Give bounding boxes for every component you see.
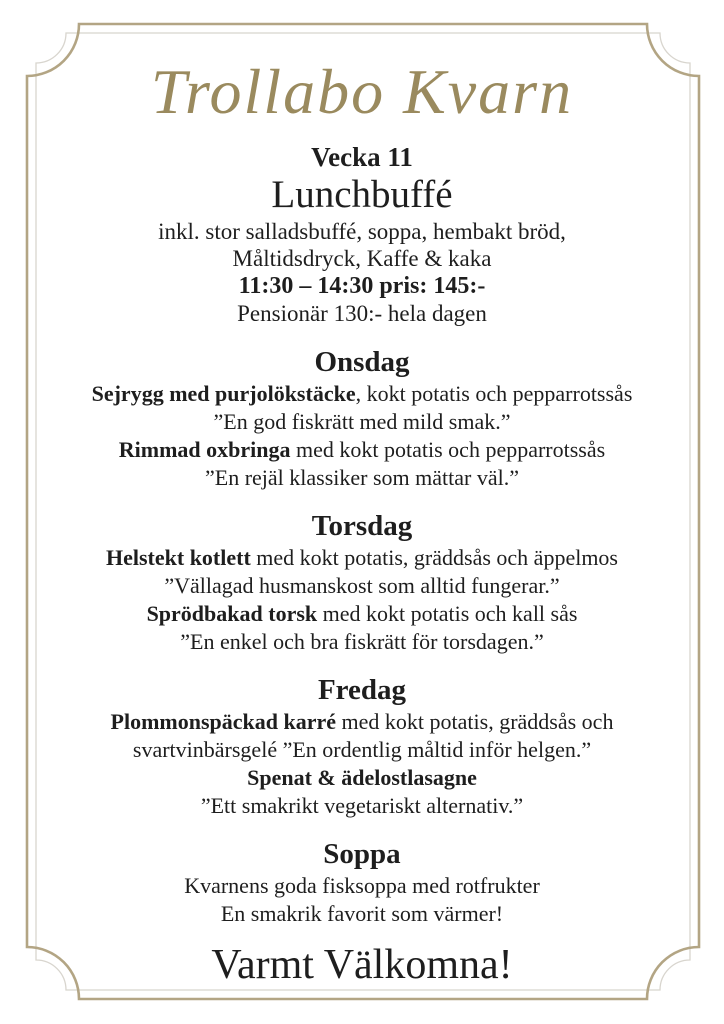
dish-description: med kokt potatis, gräddsås och xyxy=(336,708,614,734)
dish-description: , kokt potatis och pepparrotssås xyxy=(355,380,633,406)
menu-dish-line xyxy=(0,544,724,572)
dish-name: Sprödbakad torsk xyxy=(146,600,318,626)
included-items-line-2: Måltidsdryck, Kaffe & kaka xyxy=(232,246,492,272)
day-heading: Soppa xyxy=(323,837,401,870)
dish-description: med kokt potatis och kall sås xyxy=(317,600,578,626)
hours-price-line: 11:30 – 14:30 pris: 145:- xyxy=(238,273,486,300)
day-heading: Torsdag xyxy=(311,509,413,542)
menu-section-soppa xyxy=(0,836,724,928)
dish-name: Rimmad oxbringa xyxy=(118,436,291,462)
restaurant-title: Trollabo Kvarn xyxy=(150,56,574,127)
menu-quote-line xyxy=(0,792,724,820)
dish-description: En smakrik favorit som värmer! xyxy=(220,900,504,926)
menu-quote-line xyxy=(0,464,724,492)
menu-quote-line xyxy=(0,736,724,764)
day-heading: Fredag xyxy=(317,673,407,706)
menu-subtitle: Lunchbuffé xyxy=(271,173,453,217)
menu-quote-line xyxy=(0,408,724,436)
dish-quote: svartvinbärsgelé ”En ordentlig måltid inför helgen.” xyxy=(132,736,592,762)
menu-quote-line xyxy=(0,572,724,600)
menu-section-torsdag xyxy=(0,508,724,656)
dish-name: Helstekt kotlett xyxy=(105,544,251,570)
day-heading: Onsdag xyxy=(314,345,410,378)
menu-dish-line xyxy=(0,380,724,408)
menu-dish-line xyxy=(0,436,724,464)
week-label: Vecka 11 xyxy=(311,142,413,172)
dish-description: Kvarnens goda fisksoppa med rotfrukter xyxy=(184,872,540,898)
included-items-line-1: inkl. stor salladsbuffé, soppa, hembakt bröd, xyxy=(158,218,566,244)
menu-dish-line xyxy=(0,600,724,628)
menu-dish-line xyxy=(0,708,724,736)
dish-quote: ”Vällagad husmanskost som alltid fungerar.” xyxy=(164,572,560,598)
dish-quote: ”En rejäl klassiker som mättar väl.” xyxy=(205,464,519,490)
menu-dish-line xyxy=(0,764,724,792)
dish-description: med kokt potatis och pepparrotssås xyxy=(290,436,606,462)
menu-quote-line xyxy=(0,628,724,656)
dish-quote: ”En god fiskrätt med mild smak.” xyxy=(213,408,511,434)
dish-quote: ”Ett smakrikt vegetariskt alternativ.” xyxy=(200,792,524,818)
closing-greeting: Varmt Välkomna! xyxy=(211,941,513,988)
dish-name: Sejrygg med purjolökstäcke xyxy=(91,380,356,406)
menu-dish-line xyxy=(0,900,724,928)
dish-name: Spenat & ädelostlasagne xyxy=(247,764,477,790)
menu-dish-line xyxy=(0,872,724,900)
dish-quote: ”En enkel och bra fiskrätt för torsdagen.” xyxy=(180,628,544,654)
menu-section-fredag xyxy=(0,672,724,820)
dish-name: Plommonspäckad karré xyxy=(110,708,337,734)
menu-section-onsdag xyxy=(0,344,724,492)
dish-description: med kokt potatis, gräddsås och äppelmos xyxy=(250,544,618,570)
pensioner-price-line: Pensionär 130:- hela dagen xyxy=(237,301,487,327)
